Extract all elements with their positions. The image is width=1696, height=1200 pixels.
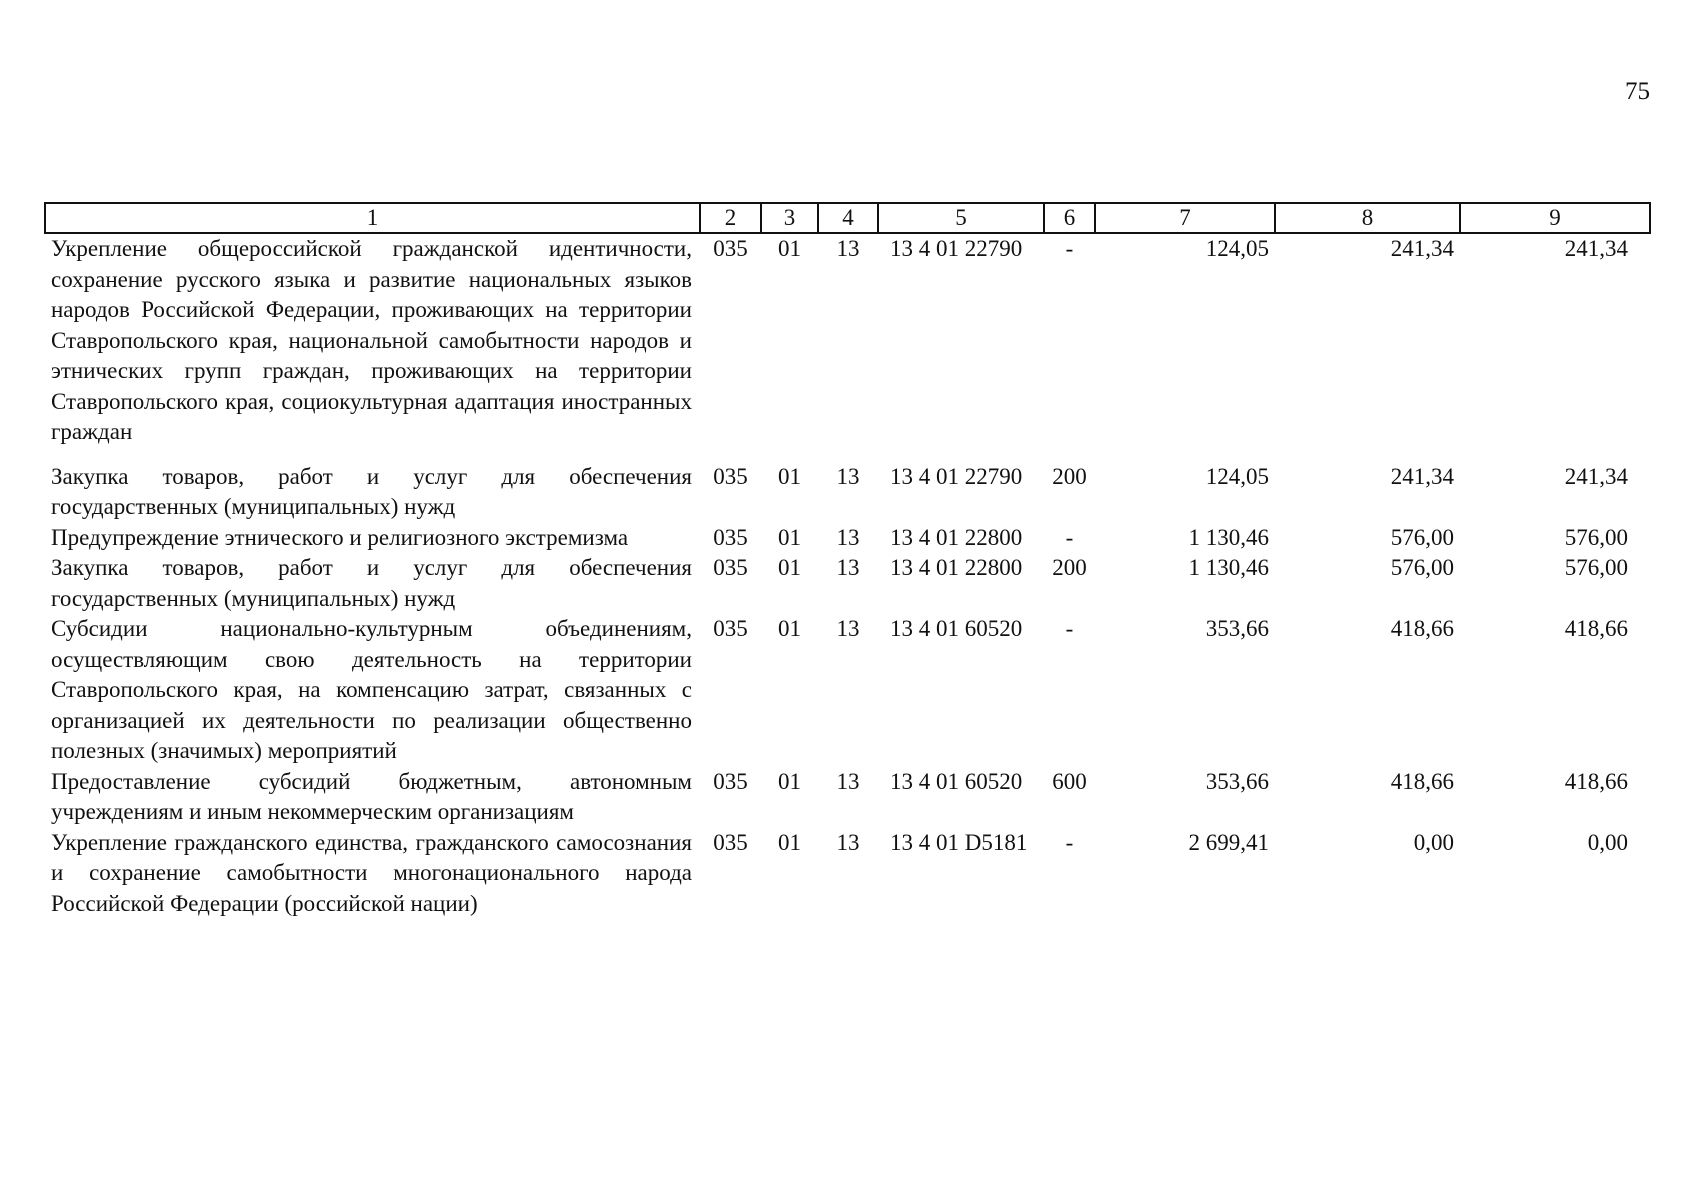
cell-ministry: 035	[713, 236, 748, 261]
cell-amount-9: 241,34	[1564, 236, 1628, 261]
cell-subsection: 13	[836, 829, 860, 855]
cell-section: 01	[778, 616, 801, 641]
cell-subsection: 13	[836, 768, 860, 794]
cell-target-article: 13 4 01 22790	[890, 463, 1023, 489]
table-row	[45, 462, 1650, 523]
cell-amount-9: 418,66	[1564, 768, 1628, 794]
cell-amount-8: 418,66	[1390, 616, 1454, 641]
cell-section: 01	[778, 829, 801, 855]
row-spacer	[45, 448, 1650, 462]
cell-target-article: 13 4 01 D5181	[890, 829, 1028, 855]
column-header-7: 7	[1095, 203, 1275, 233]
row-name: Укрепление общероссийской гражданской идентичности, сохранение русского языка и развитие национальных языков народов Российской Федерации, проживающих на территории Ставропольского края, национальной самобытности народов и этнических групп граждан, проживающих на территории Ставропольского края, социокультурная адаптация иностранных граждан	[51, 236, 692, 444]
cell-expense-type: -	[1065, 616, 1074, 641]
cell-target-article: 13 4 01 60520	[890, 768, 1023, 794]
row-name: Укрепление гражданского единства, гражданского самосознания и сохранение самобытности многонационального народа Российской Федерации (российской нации)	[51, 829, 692, 916]
cell-expense-type: 200	[1052, 463, 1087, 489]
cell-amount-8: 241,34	[1390, 463, 1454, 489]
cell-amount-7: 1 130,46	[1188, 555, 1269, 580]
cell-expense-type: -	[1065, 236, 1074, 261]
cell-amount-8: 418,66	[1390, 768, 1454, 794]
row-name: Субсидии национально-культурным объединениям, осуществляющим свою деятельность на территории Ставропольского края, на компенсацию затрат, связанных с организацией их деятельности по реализации общественно полезных (значимых) мероприятий	[51, 616, 692, 763]
cell-ministry: 035	[713, 524, 748, 550]
cell-ministry: 035	[713, 555, 748, 580]
cell-subsection: 13	[836, 616, 860, 641]
page-number: 75	[1625, 78, 1650, 105]
column-header-2: 2	[700, 203, 761, 233]
column-header-6: 6	[1044, 203, 1095, 233]
column-header-4: 4	[818, 203, 878, 233]
row-name: Предоставление субсидий бюджетным, автономным учреждениям и иным некоммерческим организациям	[51, 768, 692, 824]
cell-section: 01	[778, 236, 801, 261]
cell-section: 01	[778, 524, 801, 550]
row-name: Закупка товаров, работ и услуг для обеспечения государственных (муниципальных) нужд	[51, 555, 692, 611]
table-row	[45, 828, 1650, 920]
cell-expense-type: 200	[1052, 555, 1087, 580]
cell-subsection: 13	[836, 555, 860, 580]
cell-amount-7: 124,05	[1205, 236, 1269, 261]
column-header-8: 8	[1275, 203, 1460, 233]
cell-amount-8: 0,00	[1413, 829, 1454, 855]
cell-amount-7: 2 699,41	[1188, 829, 1269, 855]
cell-amount-8: 241,34	[1390, 236, 1454, 261]
cell-amount-9: 576,00	[1564, 555, 1628, 580]
cell-amount-9: 241,34	[1564, 463, 1628, 489]
header-row	[45, 203, 1650, 233]
table-row	[45, 523, 1650, 554]
cell-subsection: 13	[836, 463, 860, 489]
table-row	[45, 553, 1650, 614]
cell-expense-type: 600	[1052, 768, 1087, 794]
cell-section: 01	[778, 555, 801, 580]
table-row	[45, 767, 1650, 828]
cell-section: 01	[778, 768, 801, 794]
cell-ministry: 035	[713, 463, 748, 489]
cell-section: 01	[778, 463, 801, 489]
cell-amount-7: 1 130,46	[1188, 524, 1269, 550]
row-name: Предупреждение этнического и религиозного экстремизма	[51, 524, 629, 550]
table-row	[45, 614, 1650, 767]
row-name: Закупка товаров, работ и услуг для обеспечения государственных (муниципальных) нужд	[51, 463, 692, 519]
cell-amount-9: 418,66	[1564, 616, 1628, 641]
column-header-1: 1	[45, 203, 700, 233]
cell-subsection: 13	[836, 236, 860, 261]
cell-expense-type: -	[1065, 829, 1074, 855]
table-row	[45, 233, 1650, 448]
cell-target-article: 13 4 01 60520	[890, 616, 1023, 641]
cell-amount-9: 0,00	[1587, 829, 1628, 855]
cell-amount-7: 353,66	[1205, 616, 1269, 641]
cell-ministry: 035	[713, 616, 748, 641]
cell-amount-7: 353,66	[1205, 768, 1269, 794]
cell-target-article: 13 4 01 22790	[890, 236, 1023, 261]
cell-ministry: 035	[713, 768, 748, 794]
cell-target-article: 13 4 01 22800	[890, 555, 1023, 580]
cell-amount-8: 576,00	[1390, 524, 1454, 550]
cell-target-article: 13 4 01 22800	[890, 524, 1023, 550]
cell-amount-7: 124,05	[1205, 463, 1269, 489]
cell-amount-8: 576,00	[1390, 555, 1454, 580]
column-header-9: 9	[1460, 203, 1650, 233]
cell-ministry: 035	[713, 829, 748, 855]
column-header-3: 3	[761, 203, 818, 233]
cell-amount-9: 576,00	[1564, 524, 1628, 550]
budget-table	[44, 202, 1651, 919]
cell-expense-type: -	[1065, 524, 1074, 550]
cell-subsection: 13	[836, 524, 860, 550]
column-header-5: 5	[878, 203, 1044, 233]
